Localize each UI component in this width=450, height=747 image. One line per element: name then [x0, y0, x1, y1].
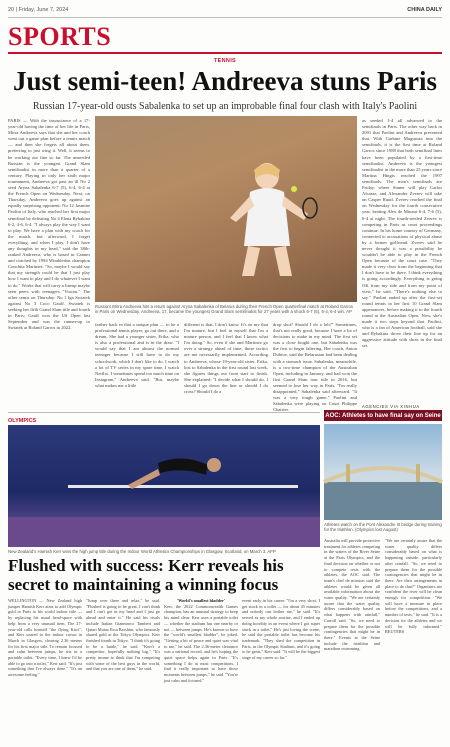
tennis-player-figure [220, 156, 315, 276]
story1-column-2a: farther back in that a unique plan — to be a professional tennis player, go out there, and a dream. She had a younger sister, Erika, who is also a professional and is in the draw. "I would say that I am almost the normal teenager because I still have to do my schoolwork, which I don't like to do. I watch a lot of TV series in my spare time. I watch Netflix. I sometimes spend too much time on Instagram," Andreeva said. "But, maybe what makes me a little [95, 322, 179, 388]
story1-column-1: PARIS — With the insouciance of a 17-year-old having the time of her life in Paris, Mirra Andreeva says that she and her coach went out a game plan before a tennis match — and then she forgets all about them, preferring to just wing it. Well, it seems to be working out fine so far. The unseeded Russian is the youngest Grand Slam semifinalist in more than a quarter of a century. Playing in only her sixth major tournament, Andreeva got past an ill No 2 seed Aryna Sabalenka 6-7 (5), 6-4, 6-4 at the French Open on Wednesday. Next, on Thursday, Andreeva goes up against an equally surprising opponent: No 12 Jasmine Paolini of Italy, who reached her first major semifinal by defeating No 4 Elena Rybakina 6-2, 4-6, 6-4. "I always play the way I want to play. We have a plan with my coach for the match, but afterward, I forget everything, and when I play, I don't have any thoughts in my head," said the 38th-ranked Andreeva, who is based in Cannes and coached by 1994 Wimbledon champion Conchita Martinez. "So, maybe I would say that my strength could be that I just play how I want to play and I do whatever I want to do." Works that will carry a lineup maybe seen peers with teenagers "Vroom." The other semis on Thursday: No 1 Iga Swiatek against No 3 Coco Gauff. Swiatek is seeking her fifth Grand Slam title and fourth in Paris; Gauff won the US Open last September and was the runner-up to Swiatek at Roland Garros in 2022. [8, 118, 90, 331]
story1-photo-caption: Russia's Mirra Andreeva hits a return against Aryna Sabalenka of Belarus during their French Open quarterfinal match at Roland Garros in Paris on Wednesday. Andreeva, 17, became the youngest Grand Slam semifinalist for 27 years with a shock 6-7 (5), 6-4, 6-4 win. AP [95, 304, 354, 315]
story2-photo [8, 425, 320, 547]
story2-column-4: event early in his career. "I'm a very short, I get stuck in a toilet — for about 45 minutes and nobody can bother me," he said. "It's served as my whole routine, and I ended up doing horribly in an event where I got super stuck in a toilet." He's just loving the scene, he said the portable toilet has become his trademark. "They shed the competition in Paris, in the Olympic Stadium, and it's going to be great," Kerr said. "It will be the biggest stage of my career so far." [242, 598, 320, 661]
story2-column-1: WELLINGTON — New Zealand high jumper Hamish Kerr aims to add Olympic gold in Paris to his world indoor title — by replacing his usual head-space with help from a very unusual item. The 27-year-old calls himself "the flying Kiwi", and Kerr soared to the indoor crown in March in Glasgow, clearing 2.36 meters for his first major title. To remain focused and calm between jumps, he sits in a portable toilet. "Every time, I knew I'd be able to go into a toilet," Kerr said. "It's just something that I've always done." "It's an awesome feeling." [8, 598, 82, 678]
story1-column-4: as seeded 1-4 all advanced to the semifinals in Paris. The other way back in 2001 that Paolini and Andreeva prevented that. With Garbine Muguruza into the semifinals, it is the first time at Roland Garros since 1988 that both semifinal lines have been populated by a first-time semifinalist. Andreeva is the youngest semifinalist in the more than 25 years since Martina Hingis reached the 1997 semifinals. The men's semifinals are Friday, where Sinner will play Carlos Alcaraz, and Alexander Zverev will take on Casper Ruud. Zverev reached the final on Wednesday for the fourth consecutive year, beating Alex de Minaur 6-4, 7-6 (5), 6-4 at night. The fourth-seeded Zverev is competing in Paris as court proceedings continue. In his home country of Germany, connected to accusations of physical abuse by a former girlfriend. Zverev said he never thought it was a possibility he wouldn't be able to play in the French Open because of the court case. "They made it very clear from the beginning that I don't have to be there. I think everything is going accordingly. Everything is going OK from my side and from my point of view," he said. "There's nothing else to say." Paolini ended up after the first-set round tennis in her first 10 Grand Slam appearances, before making it to the fourth round at the Australian Open. Now, she's made it two steps beyond that. Paolini, who is a fan of American football, said she and Rybakina drove their line up for an aggressive attitude with shots in the final set. [362, 118, 442, 349]
sidebar-column-1: Australia will provide protective treatment for athletes competing in the waters of the River Seine at the Paris Olympics, and the final decision on whether or not to compete rests with the athletes, the AOC said. The team's chef de mission said the athletes would be given all available information about the water quality. "We are certainly aware that the water quality differs considerably based on what happens with rainfall," Carroll said. "So, we need to prepare them for the possible contingencies that might be in there." Events at the Seine include the triathlon and marathon swimming. [324, 538, 380, 652]
story1-tag: TENNIS [214, 58, 236, 64]
story1-headline: Just semi-teen! Andreeva stuns Paris [13, 66, 437, 96]
masthead-brand: CHINA DAILY [407, 7, 442, 13]
top-bar [8, 5, 442, 15]
tennis-ball-icon [291, 186, 297, 192]
story1-deck: Russian 17-year-old ousts Sabalenka to set up an improbable final four clash with Italy's Paolini [32, 101, 418, 112]
story2-subhead: 'World's smallest bladder' [176, 598, 226, 603]
sidebar-photo-caption: Athletes watch on the Pont Alexandre III bridge during training for the triathlon. (Olympics lost August) [324, 522, 442, 533]
page-number-date: 20 | Friday, June 7, 2024 [8, 7, 69, 13]
story2-column-3-wrap [164, 598, 238, 743]
story2-column-2: "Jump over there and relax," he said. "Flushed is going to be great, I can't think and I can't get in my head and I just go ahead and enter it." He said his rivals include Italian Gianmarco Tamberi and Qatari Mutaz Essa Barshim, who famously shared gold at the Tokyo Olympics. Kerr finished fourth in Tokyo. "I think it's going to be a battle," he said. "Kerr's a competitor, hopefully nothing big." "It's pretty insane to think that I'm competing with some of the best guys in the world, and that you are one of them," he said. [86, 598, 160, 672]
story2-photo-caption: New Zealand's Hamish Kerr wins the high jump title during the Indoor World Athletics Championships in Glasgow, Scotland, on March 3. AFP [8, 549, 276, 554]
sidebar-photo [324, 424, 442, 520]
story1-byline: AGENCIES VIA XINHUA [362, 404, 420, 409]
story1-column-3: drop shot? Should I do a lob?" Sometimes, that's not really good, because I have a lot of decisions to make in my mind. The first set was a close fought one, but Sabalenka was the first to begin faltering. Her coach, Anton Dubrov, said the Belarusian had been dealing with a stomach issue. Sabalenka, meanwhile, is a two-time champion of the Australian Open, including in January, and had won the first Grand Slam tour title in 2016, but seemed to lose her way in Paris. "I'm really disappointed," Sabalenka said afterward. "It was a very tough game." Paolini and Sabalenka were playing on Court Philippe Chatrier. [273, 322, 357, 413]
section-title: SPORTS [8, 22, 112, 51]
sidebar-column-2: "We are certainly aware that the water quality differs considerably based on what is happening outside, particularly after rainfall. "So, we need to prepare them for the possible contingencies that might be in there. Are their arrangements in place to do that?" Organizers are confident the river will be clean enough for competition. "We will have a measure in place before the competitions, and a number of tests," he said. "It is a decision for the athletes and we will be fully informed." REUTERS [385, 538, 442, 635]
story2-headline: Flushed with success: Kerr reveals his secret to maintaining a winning focus [8, 556, 284, 594]
high-jumper-figure [8, 425, 320, 547]
bridge-scene [324, 424, 442, 520]
mid-rule [8, 412, 320, 413]
story2-tag: OLYMPICS [8, 418, 37, 424]
sidebar-title: AOC: Athletes to have final say on Seine [324, 410, 442, 421]
section-rule [8, 52, 442, 54]
story2-column-3: Kerr, the 2022 Commonwealth Games champion, has an unusual strategy to keep his mind clear. Kerr uses a portable toilet — whether the stadium has one nearby or not — between jumps. He's known to have the "world's smallest bladder", he joked. "Getting a bit of peace and quiet was vital to me," he said. The 2.36-meter clearance was a national record, and he's hoping the quiet space helps again in Paris. "It's something I do at most competitions. I find it really important to have those moments between jumps," he said. "You're just calm and focused." [164, 603, 238, 683]
story1-photo [95, 116, 357, 302]
top-rule [8, 17, 442, 18]
story1-column-2b: different is that, I don't know. It's on my that I'm mature, but I feel in myself that I'm a mature person, and I feel that I know what I'm doing." So, even if she and Martinez go over a strategy ahead of time, those tactics are not necessarily implemented. According to Andreeva, whose 19-year-old sister, Erika, lost to Sabalenka in the first round last week, she figures things out from start to finish. She explained: "I decide what I should do, I should I go down the line or should I do cross? Should I do a [184, 322, 268, 395]
